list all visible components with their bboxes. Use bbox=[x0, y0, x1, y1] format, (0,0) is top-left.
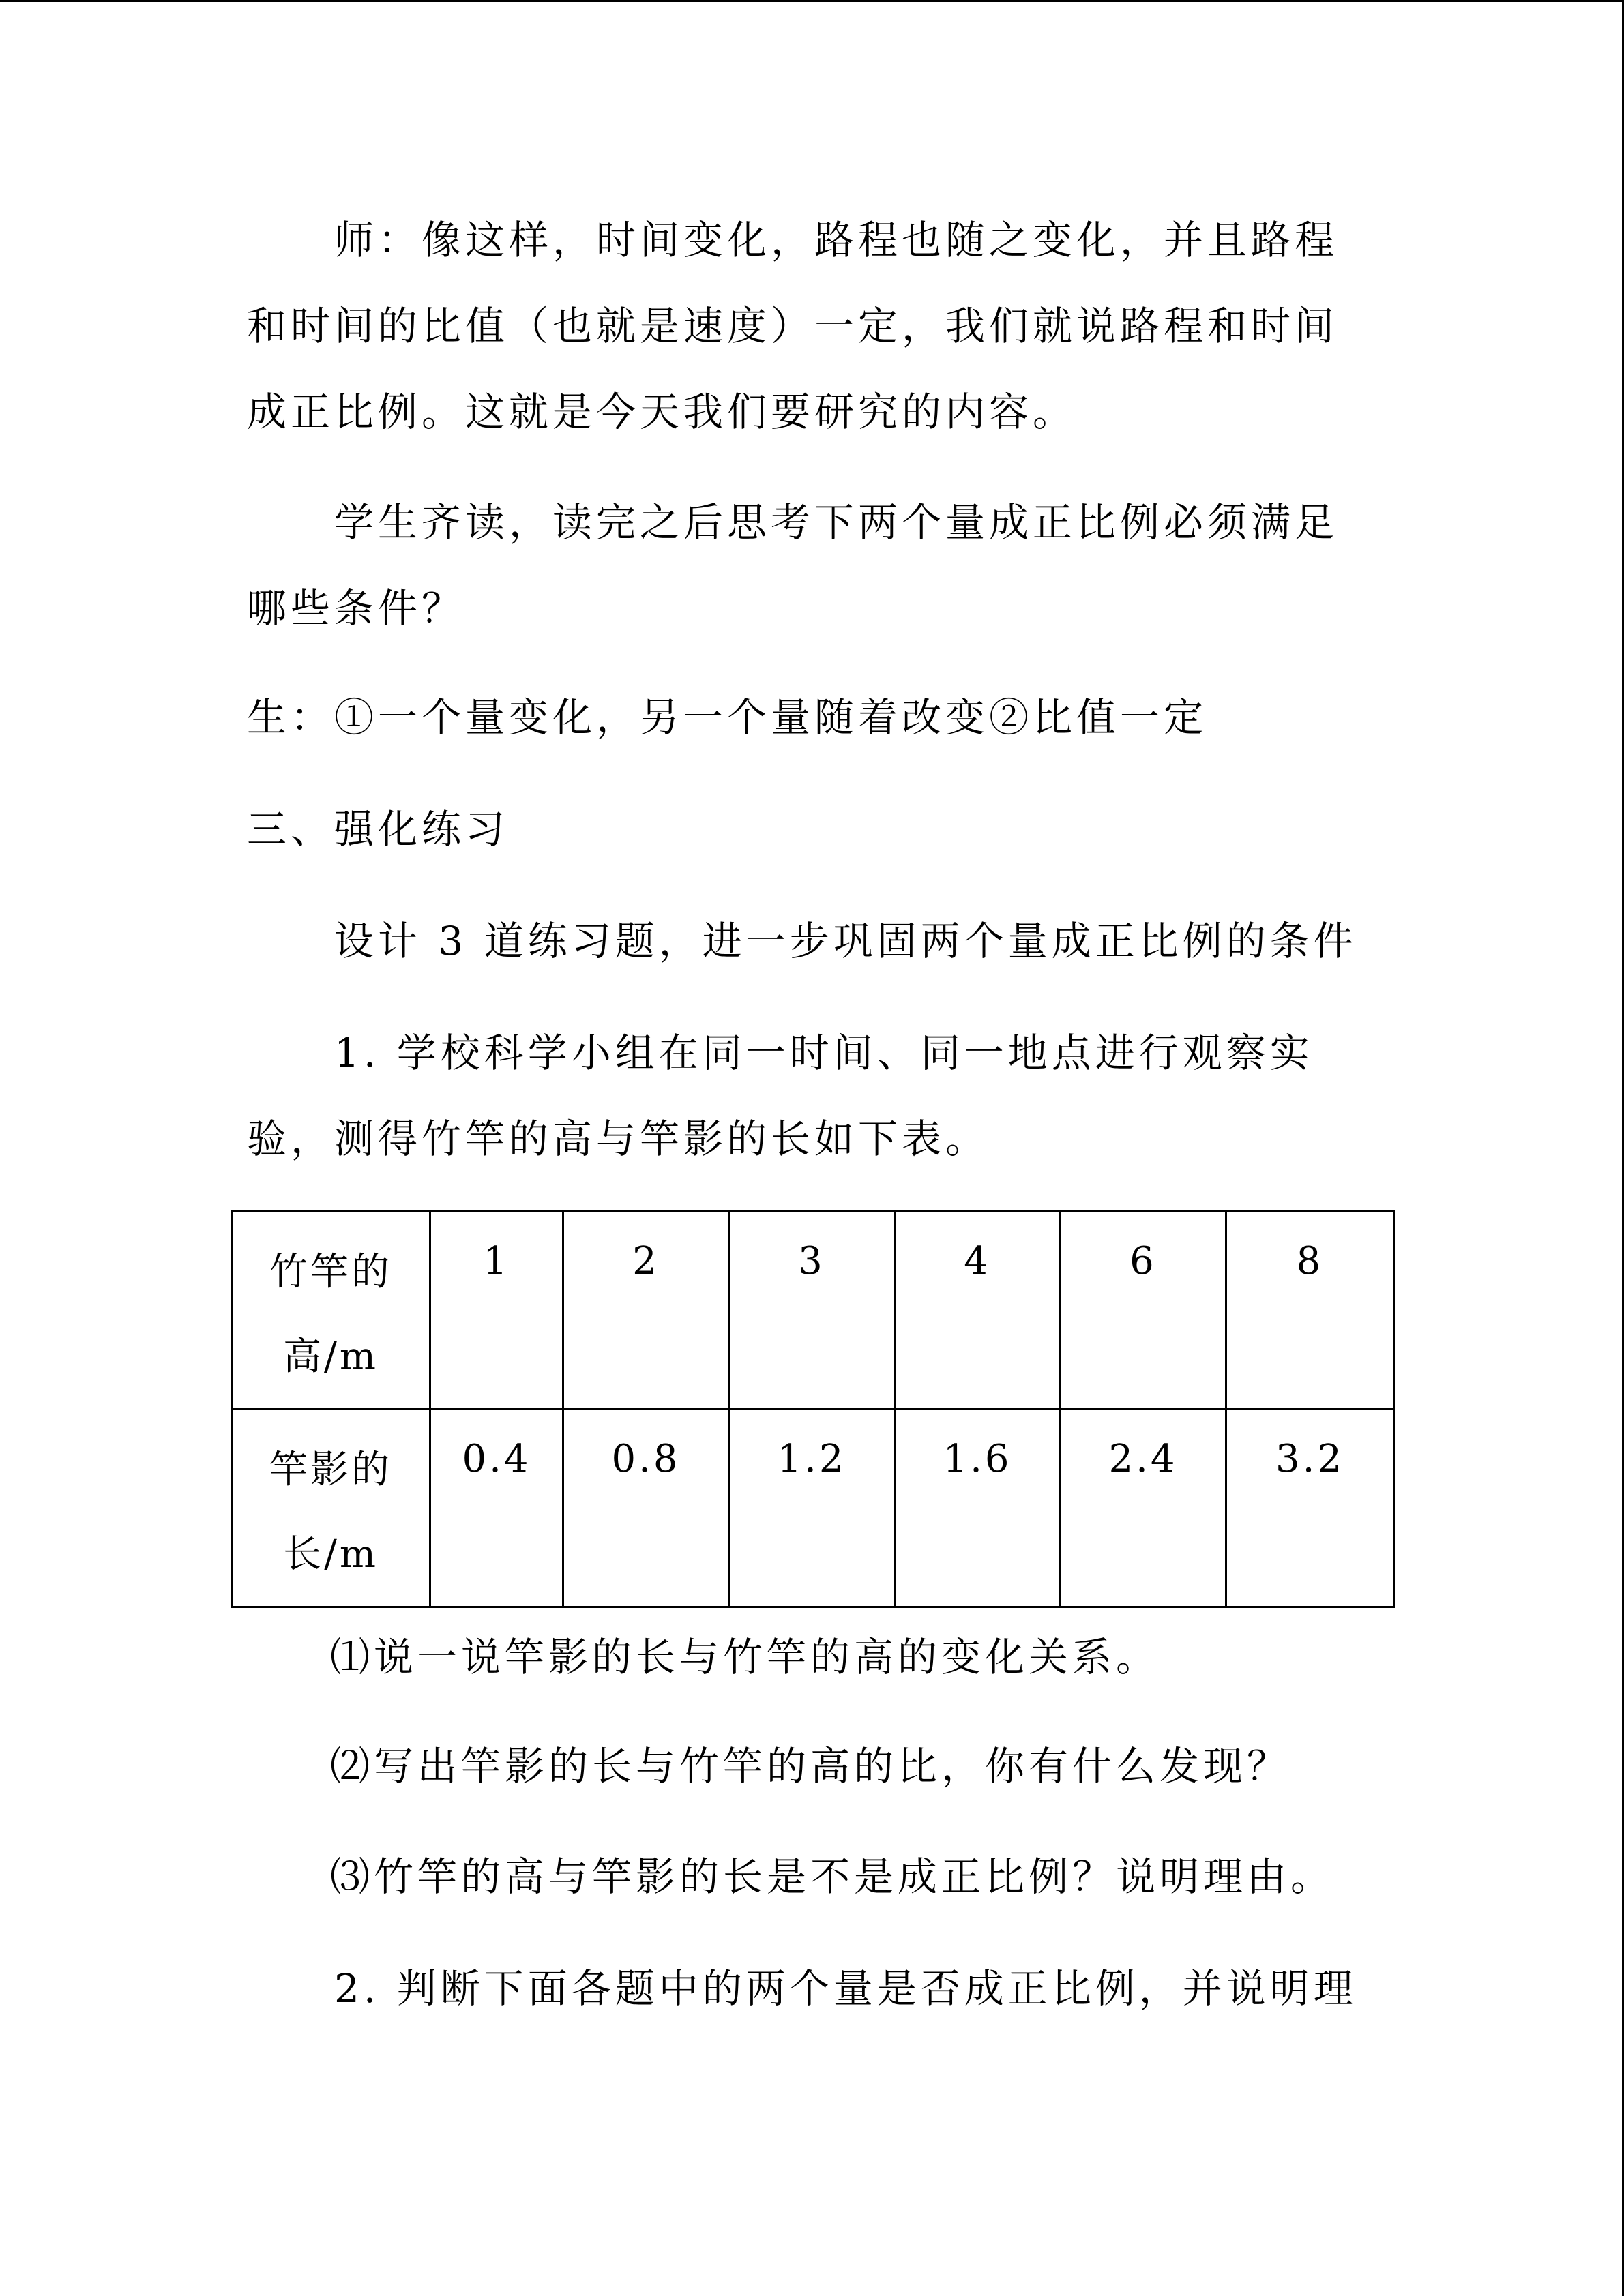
paragraph-exercise-intro: 设计 3 道练习题，进一步巩固两个量成正比例的条件 bbox=[334, 918, 1357, 964]
table-cell: 4 bbox=[895, 1212, 1061, 1410]
table-header-shadow-line-1: 竿影的 bbox=[269, 1448, 392, 1492]
question-1-part-b: ⑵写出竿影的长与竹竿的高的比，你有什么发现？ bbox=[330, 1743, 1291, 1789]
table-cell: 1.2 bbox=[729, 1410, 895, 1607]
table-cell: 2.4 bbox=[1061, 1410, 1226, 1607]
table-header-shadow bbox=[232, 1410, 430, 1607]
table-header-height-line-1: 竹竿的 bbox=[269, 1250, 392, 1294]
table-cell: 2 bbox=[563, 1212, 729, 1410]
table-row-shadow bbox=[232, 1410, 1394, 1607]
question-2-line-1: 2. 判断下面各题中的两个量是否成正比例，并说明理 bbox=[334, 1965, 1357, 2012]
paragraph-student-answer: 生：①一个量变化，另一个量随着改变②比值一定 bbox=[247, 694, 1208, 741]
paragraph-teacher-line-2: 和时间的比值（也就是速度）一定，我们就说路程和时间 bbox=[247, 303, 1339, 349]
table-cell: 8 bbox=[1226, 1212, 1394, 1410]
page-top-border bbox=[0, 0, 1624, 2]
table-cell: 3.2 bbox=[1226, 1410, 1394, 1607]
table-cell: 0.8 bbox=[563, 1410, 729, 1607]
paragraph-teacher-line-1: 师：像这样，时间变化，路程也随之变化，并且路程 bbox=[334, 217, 1339, 263]
paragraph-teacher-line-3: 成正比例。这就是今天我们要研究的内容。 bbox=[247, 389, 1077, 435]
bamboo-shadow-table bbox=[231, 1210, 1395, 1608]
table-cell: 1.6 bbox=[895, 1410, 1061, 1607]
table-cell: 0.4 bbox=[430, 1410, 563, 1607]
table-header-height-line-2: 高/m bbox=[283, 1335, 379, 1379]
table-header-height bbox=[232, 1212, 430, 1410]
table-cell: 1 bbox=[430, 1212, 563, 1410]
question-1-part-a: ⑴说一说竿影的长与竹竿的高的变化关系。 bbox=[330, 1634, 1160, 1680]
table-row-height bbox=[232, 1212, 1394, 1410]
table-header-shadow-line-2: 长/m bbox=[283, 1532, 379, 1577]
table-cell: 6 bbox=[1061, 1212, 1226, 1410]
question-1-part-c: ⑶竹竿的高与竿影的长是不是成正比例？说明理由。 bbox=[330, 1853, 1335, 1900]
paragraph-students-line-1: 学生齐读，读完之后思考下两个量成正比例必须满足 bbox=[334, 499, 1339, 546]
question-1-line-2: 验，测得竹竿的高与竿影的长如下表。 bbox=[247, 1116, 990, 1162]
section-heading: 三、强化练习 bbox=[247, 806, 510, 852]
question-1-line-1: 1. 学校科学小组在同一时间、同一地点进行观察实 bbox=[334, 1030, 1314, 1076]
paragraph-students-line-2: 哪些条件？ bbox=[247, 585, 466, 631]
table-cell: 3 bbox=[729, 1212, 895, 1410]
